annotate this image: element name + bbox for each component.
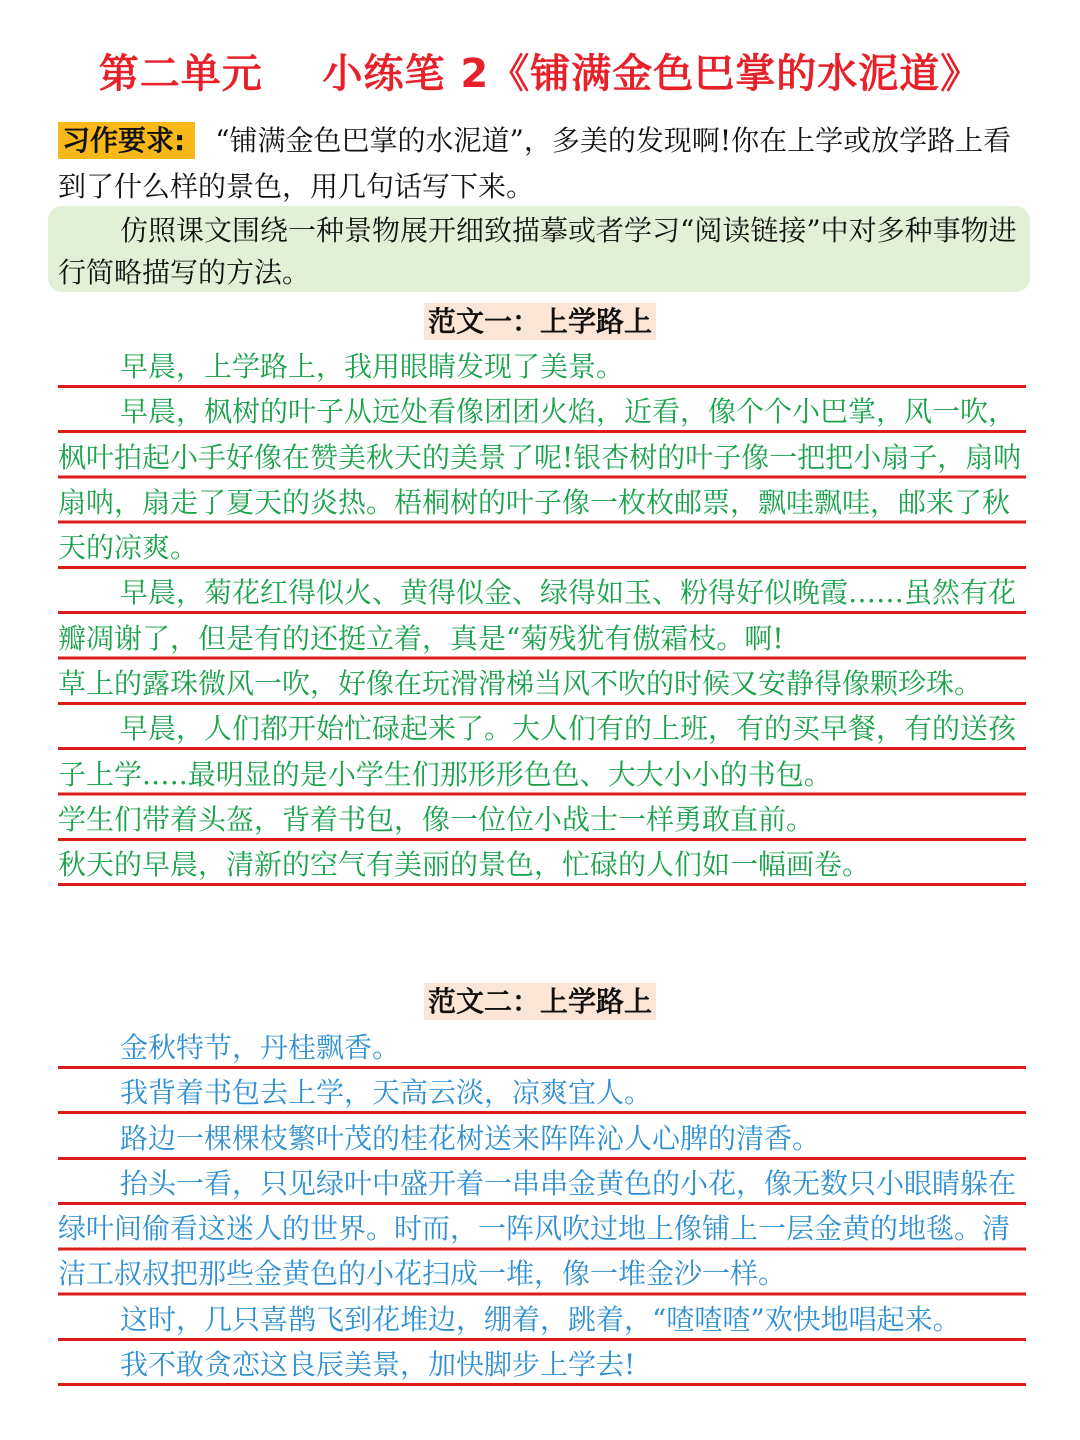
essay1-paragraph: 秋天的早晨，清新的空气有美丽的景色，忙碌的人们如一幅画卷。 xyxy=(58,842,1026,887)
essay1-body xyxy=(58,344,1026,888)
essay2-paragraph: 抬头一看，只见绿叶中盛开着一串串金黄色的小花，像无数只小眼睛躲在绿叶间偷看这迷人的世界。时而，一阵风吹过地上像铺上一层金黄的地毯。清洁工叔叔把那些金黄色的小花扫成一堆，像一堆金沙一样。 xyxy=(58,1161,1026,1297)
requirement-label: 习作要求: xyxy=(58,122,195,159)
essay2-title: 范文二：上学路上 xyxy=(424,983,656,1020)
essay2-paragraph: 我背着书包去上学，天高云淡，凉爽宜人。 xyxy=(58,1070,1026,1115)
page-title: 第二单元 小练笔 2《铺满金色巴掌的水泥道》 xyxy=(98,51,982,97)
essay1-paragraph: 早晨，上学路上，我用眼睛发现了美景。 xyxy=(58,344,1026,389)
essay2-paragraph: 路边一棵棵枝繁叶茂的桂花树送来阵阵沁人心脾的清香。 xyxy=(58,1116,1026,1161)
essay1-paragraph: 草上的露珠微风一吹，好像在玩滑滑梯当风不吹的时候又安静得像颗珍珠。 xyxy=(58,661,1026,706)
essay1-paragraph: 学生们带着头盔，背着书包，像一位位小战士一样勇敢直前。 xyxy=(58,797,1026,842)
hint-text: 仿照课文围绕一种景物展开细致描摹或者学习“阅读链接”中对多种事物进行简略描写的方法。 xyxy=(58,214,1017,289)
requirement-text: “铺满金色巴掌的水泥道”，多美的发现啊!你在上学或放学路上看到了什么样的景色，用几句话写下来。 xyxy=(58,124,1012,203)
essay2-paragraph: 我不敢贪恋这良辰美景，加快脚步上学去! xyxy=(58,1342,1026,1387)
essay1-paragraph: 早晨，枫树的叶子从远处看像团团火焰，近看，像个个小巴掌，风一吹，枫叶拍起小手好像在赞美秋天的美景了呢!银杏树的叶子像一把把小扇子，扇呐扇呐，扇走了夏天的炎热。梧桐树的叶子像一枚枚邮票，飘哇飘哇，邮来了秋天的凉爽。 xyxy=(58,389,1026,570)
essay2-paragraph: 这时，几只喜鹊飞到花堆边，绷着，跳着，“喳喳喳”欢快地唱起来。 xyxy=(58,1297,1026,1342)
essay2-heading xyxy=(0,980,1080,1020)
essay1-paragraph: 早晨，人们都开始忙碌起来了。大人们有的上班，有的买早餐，有的送孩子上学.….最明显的是小学生们那形形色色、大大小小的书包。 xyxy=(58,706,1026,797)
essay1-title: 范文一：上学路上 xyxy=(424,303,656,340)
essay2-body xyxy=(58,1025,1026,1387)
essay2-paragraph: 金秋特节，丹桂飘香。 xyxy=(58,1025,1026,1070)
essay1-paragraph: 早晨，菊花红得似火、黄得似金、绿得如玉、粉得好似晚霞……虽然有花瓣凋谢了，但是有的还挺立着，真是“菊残犹有傲霜枝。啊! xyxy=(58,570,1026,661)
requirement-block xyxy=(58,118,1026,210)
essay1-heading xyxy=(0,300,1080,340)
